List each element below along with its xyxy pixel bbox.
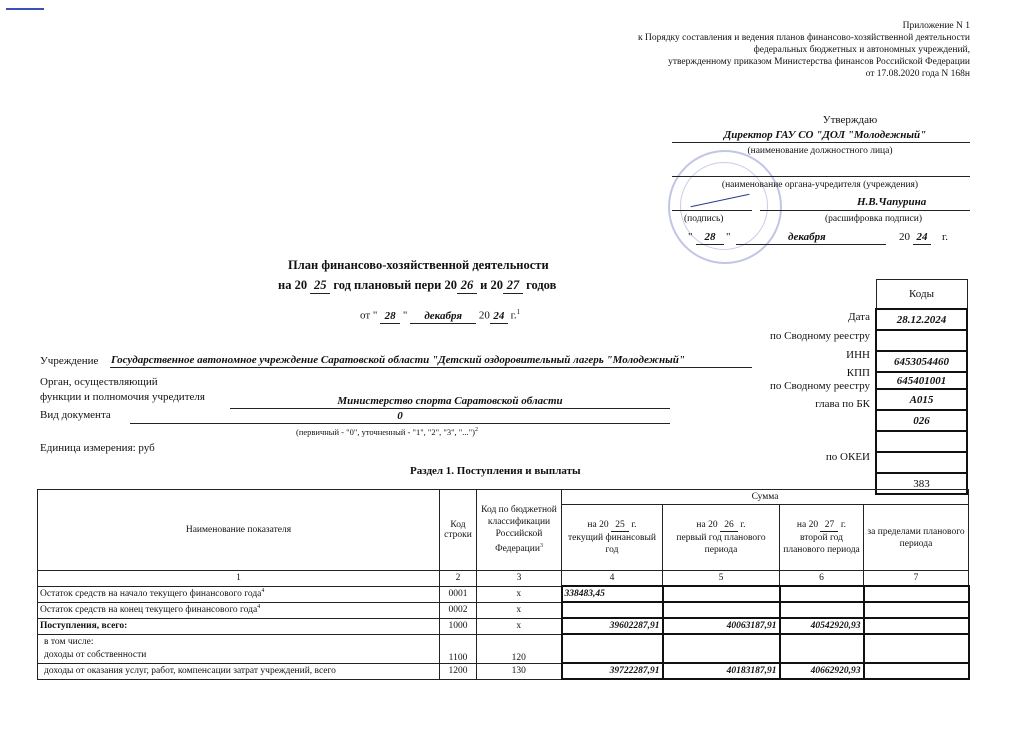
row-name bbox=[38, 586, 440, 602]
period-mid: год плановый пери bbox=[333, 278, 442, 292]
th-bk-sup: 3 bbox=[539, 543, 543, 550]
colnum-7: 7 bbox=[864, 571, 969, 587]
appendix-block bbox=[470, 20, 970, 80]
date-year: 24 bbox=[490, 310, 508, 324]
colnum-5: 5 bbox=[663, 571, 780, 587]
date-day: 28 bbox=[380, 310, 400, 324]
th-c3a: на 20 bbox=[796, 520, 819, 531]
row-name bbox=[38, 602, 440, 618]
code-bk: 026 bbox=[876, 410, 967, 431]
code-label-okei: по ОКЕИ bbox=[825, 451, 870, 463]
period-20a: 20 bbox=[444, 278, 458, 292]
th-sum: Сумма bbox=[562, 490, 969, 505]
code-okei: 383 bbox=[876, 473, 967, 494]
th-c1c: текущий финансовый год bbox=[567, 533, 656, 556]
row-bk: x bbox=[477, 586, 562, 602]
row-bk: 130 bbox=[477, 663, 562, 679]
row-sup: 4 bbox=[261, 588, 265, 595]
approve-year: 24 bbox=[916, 231, 928, 243]
row-v2 bbox=[663, 634, 780, 663]
doc-label: Вид документа bbox=[40, 409, 111, 421]
period-suffix: годов bbox=[526, 278, 557, 292]
inst-line bbox=[110, 367, 752, 368]
organ-value: Министерство спорта Саратовской области bbox=[337, 395, 563, 407]
main-table bbox=[37, 489, 970, 680]
th-col-current bbox=[562, 505, 663, 571]
row-v2 bbox=[663, 602, 780, 618]
code-inn: 6453054460 bbox=[876, 351, 967, 372]
th-col-beyond: за пределами планового периода bbox=[864, 505, 969, 571]
code-registry bbox=[876, 330, 967, 351]
row-name: доходы от оказания услуг, работ, компенсации затрат учреждений, всего bbox=[38, 663, 440, 679]
table-row bbox=[38, 634, 969, 663]
row-bk: x bbox=[477, 602, 562, 618]
code-empty-1 bbox=[876, 431, 967, 452]
position-line bbox=[672, 142, 970, 143]
th-c1b: г. bbox=[631, 520, 637, 531]
th-code-b: строки bbox=[444, 530, 472, 540]
organ-label-1: Орган, осуществляющий bbox=[40, 376, 158, 388]
colnum-2: 2 bbox=[440, 571, 477, 587]
doc-hint-sup: 2 bbox=[474, 427, 478, 434]
organ-line bbox=[230, 408, 670, 409]
row-name-text: Остаток средств на начало текущего финансового года bbox=[40, 589, 262, 600]
th-c2c: первый год планового периода bbox=[676, 533, 766, 556]
row-code: 1100 bbox=[440, 634, 477, 663]
date-20: 20 bbox=[478, 309, 490, 322]
period-and: и 20 bbox=[480, 278, 503, 292]
row-v2: 40063187,91 bbox=[663, 618, 780, 634]
period-year-1: 25 bbox=[310, 278, 330, 294]
period-prefix: на 20 bbox=[278, 278, 308, 292]
th-col-second bbox=[780, 505, 864, 571]
row-v1 bbox=[562, 634, 663, 663]
approve-year-prefix: 20 bbox=[899, 231, 910, 243]
approve-day: 28 bbox=[704, 231, 716, 243]
th-c2b: г. bbox=[740, 520, 746, 531]
position-caption: (наименование должностного лица) bbox=[747, 146, 893, 156]
decode-line bbox=[760, 210, 970, 211]
row-v4 bbox=[864, 586, 969, 602]
code-label-registry-2: по Сводному реестру bbox=[770, 380, 870, 392]
approve-month-line bbox=[736, 244, 886, 245]
row-bk: x bbox=[477, 618, 562, 634]
date-sup: 1 bbox=[516, 308, 521, 316]
founder-caption: (наименование органа-учредителя (учреждения) bbox=[721, 180, 919, 190]
th-code-a: Код bbox=[450, 520, 466, 530]
date-quote: " bbox=[402, 309, 408, 322]
colnum-1: 1 bbox=[38, 571, 440, 587]
row-name-text: Остаток средств на конец текущего финансового года bbox=[40, 605, 258, 616]
colnum-4: 4 bbox=[562, 571, 663, 587]
row-v3 bbox=[780, 586, 864, 602]
row-v3 bbox=[780, 602, 864, 618]
row-v3 bbox=[780, 634, 864, 663]
row-v1: 39602287,91 bbox=[562, 618, 663, 634]
th-c3c: второй год планового периода bbox=[783, 533, 860, 556]
doc-value: 0 bbox=[397, 410, 403, 422]
code-label-inn: ИНН bbox=[846, 349, 870, 361]
th-c1a: на 20 bbox=[587, 520, 609, 531]
row-name-text: в том числе: bbox=[44, 636, 94, 647]
date-g: г. bbox=[510, 309, 517, 322]
th-col-first bbox=[663, 505, 780, 571]
colnum-6: 6 bbox=[780, 571, 864, 587]
row-v4 bbox=[864, 618, 969, 634]
table-row bbox=[38, 663, 969, 679]
table-row bbox=[38, 602, 969, 618]
row-code: 0002 bbox=[440, 602, 477, 618]
approve-quote-open: " bbox=[688, 231, 693, 243]
table-row bbox=[38, 618, 969, 634]
unit-label: Единица измерения: руб bbox=[40, 442, 155, 454]
doc-line bbox=[130, 423, 670, 424]
th-c2a: на 20 bbox=[696, 520, 718, 531]
code-label-date: Дата bbox=[848, 311, 870, 323]
organ-label-2: функции и полномочия учредителя bbox=[40, 391, 205, 403]
approve-title: Утверждаю bbox=[822, 114, 878, 126]
signature-line bbox=[672, 210, 752, 211]
plan-date bbox=[360, 306, 520, 324]
row-v1: 39722287,91 bbox=[562, 663, 663, 679]
decode-caption: (расшифровка подписи) bbox=[825, 214, 922, 224]
approve-quote-close: " bbox=[726, 231, 731, 243]
corner-ink-mark bbox=[6, 8, 44, 10]
th-bk bbox=[477, 490, 562, 571]
appendix-line-3: федеральных бюджетных и автономных учреждений, bbox=[753, 45, 970, 55]
appendix-line-5: от 17.08.2020 года N 168н bbox=[865, 69, 970, 79]
th-c2y: 26 bbox=[720, 519, 738, 532]
code-empty-2 bbox=[876, 452, 967, 473]
row-v2 bbox=[663, 586, 780, 602]
th-c3b: г. bbox=[840, 520, 847, 531]
plan-period bbox=[278, 278, 556, 294]
th-code bbox=[440, 490, 477, 571]
approve-month: декабря bbox=[788, 231, 826, 243]
row-v1: 338483,45 bbox=[562, 586, 663, 602]
plan-title: План финансово-хозяйственной деятельности bbox=[288, 258, 549, 272]
row-v4 bbox=[864, 602, 969, 618]
codes-table bbox=[875, 279, 968, 495]
row-name: Поступления, всего: bbox=[38, 618, 440, 634]
row-v1 bbox=[562, 602, 663, 618]
codes-header: Коды bbox=[876, 280, 967, 310]
inst-label: Учреждение bbox=[40, 355, 99, 367]
row-code: 1000 bbox=[440, 618, 477, 634]
colnum-3: 3 bbox=[477, 571, 562, 587]
code-label-kpp: КПП bbox=[846, 367, 870, 379]
signature-name: Н.В.Чапурина bbox=[857, 196, 927, 208]
doc-hint-text: (первичный - "0", уточненный - "1", "2", "3", "...") bbox=[296, 427, 475, 437]
inst-value: Государственное автономное учреждение Саратовской области "Детский оздоровительный лагерь "Молодежный" bbox=[111, 354, 685, 366]
row-code: 0001 bbox=[440, 586, 477, 602]
row-v3: 40662920,93 bbox=[780, 663, 864, 679]
th-c3y: 27 bbox=[820, 519, 838, 532]
row-v4 bbox=[864, 663, 969, 679]
row-sup: 4 bbox=[257, 604, 261, 611]
row-v4 bbox=[864, 634, 969, 663]
th-name: Наименование показателя bbox=[38, 490, 440, 571]
code-registry-2: А015 bbox=[876, 389, 967, 410]
row-sub-text: доходы от собственности bbox=[44, 649, 147, 660]
date-from: от " bbox=[360, 309, 378, 322]
approve-year-suffix: г. bbox=[942, 231, 949, 243]
code-kpp: 645401001 bbox=[876, 372, 967, 389]
period-year-2: 26 bbox=[457, 278, 477, 294]
table-row bbox=[38, 586, 969, 602]
row-name bbox=[38, 634, 440, 663]
th-c1y: 25 bbox=[611, 519, 629, 532]
code-date: 28.12.2024 bbox=[876, 309, 967, 330]
appendix-line-2: к Порядку составления и ведения планов финансово-хозяйственной деятельности bbox=[637, 33, 970, 43]
section-title: Раздел 1. Поступления и выплаты bbox=[410, 465, 581, 477]
code-label-registry: по Сводному реестру bbox=[770, 330, 870, 342]
approve-position: Директор ГАУ СО "ДОЛ "Молодежный" bbox=[723, 129, 927, 141]
doc-hint bbox=[296, 427, 478, 437]
th-bk-text: Код по бюджетной классификации Российской Федерации bbox=[481, 505, 557, 555]
date-month: декабря bbox=[410, 310, 476, 324]
signature-caption: (подпись) bbox=[684, 214, 724, 224]
row-v3: 40542920,93 bbox=[780, 618, 864, 634]
period-year-3: 27 bbox=[503, 278, 523, 294]
row-bk: 120 bbox=[477, 634, 562, 663]
code-label-bk: глава по БК bbox=[815, 398, 870, 410]
approve-day-line bbox=[696, 244, 724, 245]
approve-year-line bbox=[913, 244, 931, 245]
row-v2: 40183187,91 bbox=[663, 663, 780, 679]
row-code: 1200 bbox=[440, 663, 477, 679]
appendix-line-4: утвержденному приказом Министерства финансов Российской Федерации bbox=[668, 57, 970, 67]
appendix-line-1: Приложение N 1 bbox=[902, 21, 970, 31]
founder-line bbox=[672, 176, 970, 177]
